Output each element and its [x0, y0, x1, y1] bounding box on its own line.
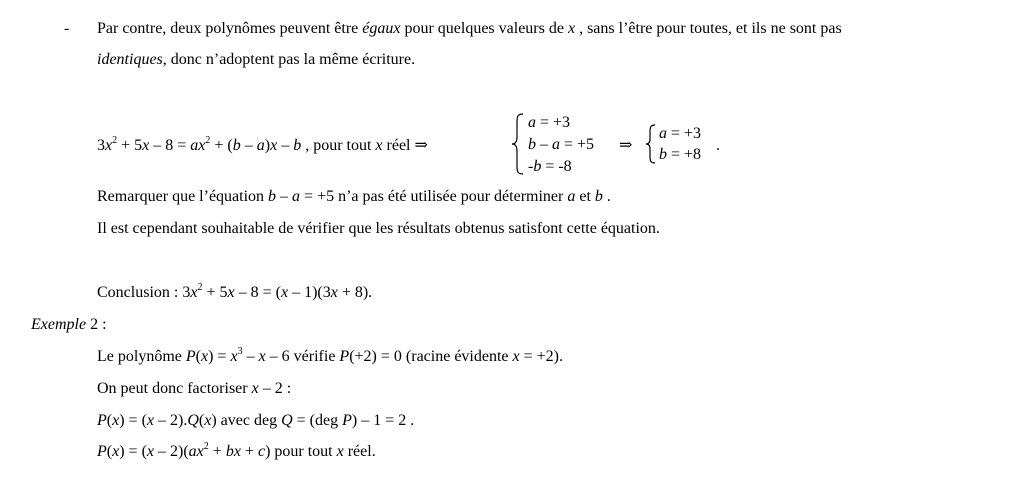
conclusion-line: Conclusion : $3x^2 + 5x - 8 = (x - 1)(3x + 8)$. — [97, 282, 373, 301]
example-heading: Exemple 2 : — [31, 316, 107, 333]
end-period: . — [716, 137, 720, 154]
example-line-3: P(x) = (x – 2).Q(x) avec deg Q = (deg P) – 1 = 2 . — [97, 412, 415, 429]
remark-line: Remarquer que l’équation b – a = +5 n’a pas été utilisée pour déterminer a et b . — [97, 188, 611, 205]
system1-eq2: b – a = +5 — [528, 136, 595, 153]
left-brace-icon — [645, 124, 657, 164]
para1-line1: Par contre, deux polynômes peuvent être égaux pour quelques valeurs de x , sans l’être pour toutes, et ils ne sont pas — [97, 20, 842, 37]
remark-line-2: Il est cependant souhaitable de vérifier que les résultats obtenus satisfont cette équation. — [97, 220, 660, 237]
system1-eq1: a = +3 — [528, 114, 571, 131]
para1-line2: identiques, donc n’adoptent pas la même écriture. — [97, 51, 416, 68]
identity-equation: $3x^2 + 5x - 8 = ax^2 + (b - a)x - b$ , pour tout x réel ⇒ — [97, 135, 428, 154]
example-line-1: Le polynôme $P(x) = x^3 - x - 6$ vérifie P(+2) = 0 (racine évidente x = +2). — [97, 346, 563, 365]
left-brace-icon — [511, 113, 525, 175]
system2-eq2: b = +8 — [659, 146, 702, 163]
system1-eq3: -b = -8 — [528, 158, 572, 175]
example-line-2: On peut donc factoriser x – 2 : — [97, 380, 292, 397]
bullet-dash: - — [64, 20, 70, 37]
system2-eq1: a = +3 — [659, 125, 702, 142]
implies-arrow: ⇒ — [619, 137, 633, 154]
example-line-4: $P(x) = (x - 2)(ax^2$ + bx + c) pour tout x réel. — [97, 441, 376, 460]
